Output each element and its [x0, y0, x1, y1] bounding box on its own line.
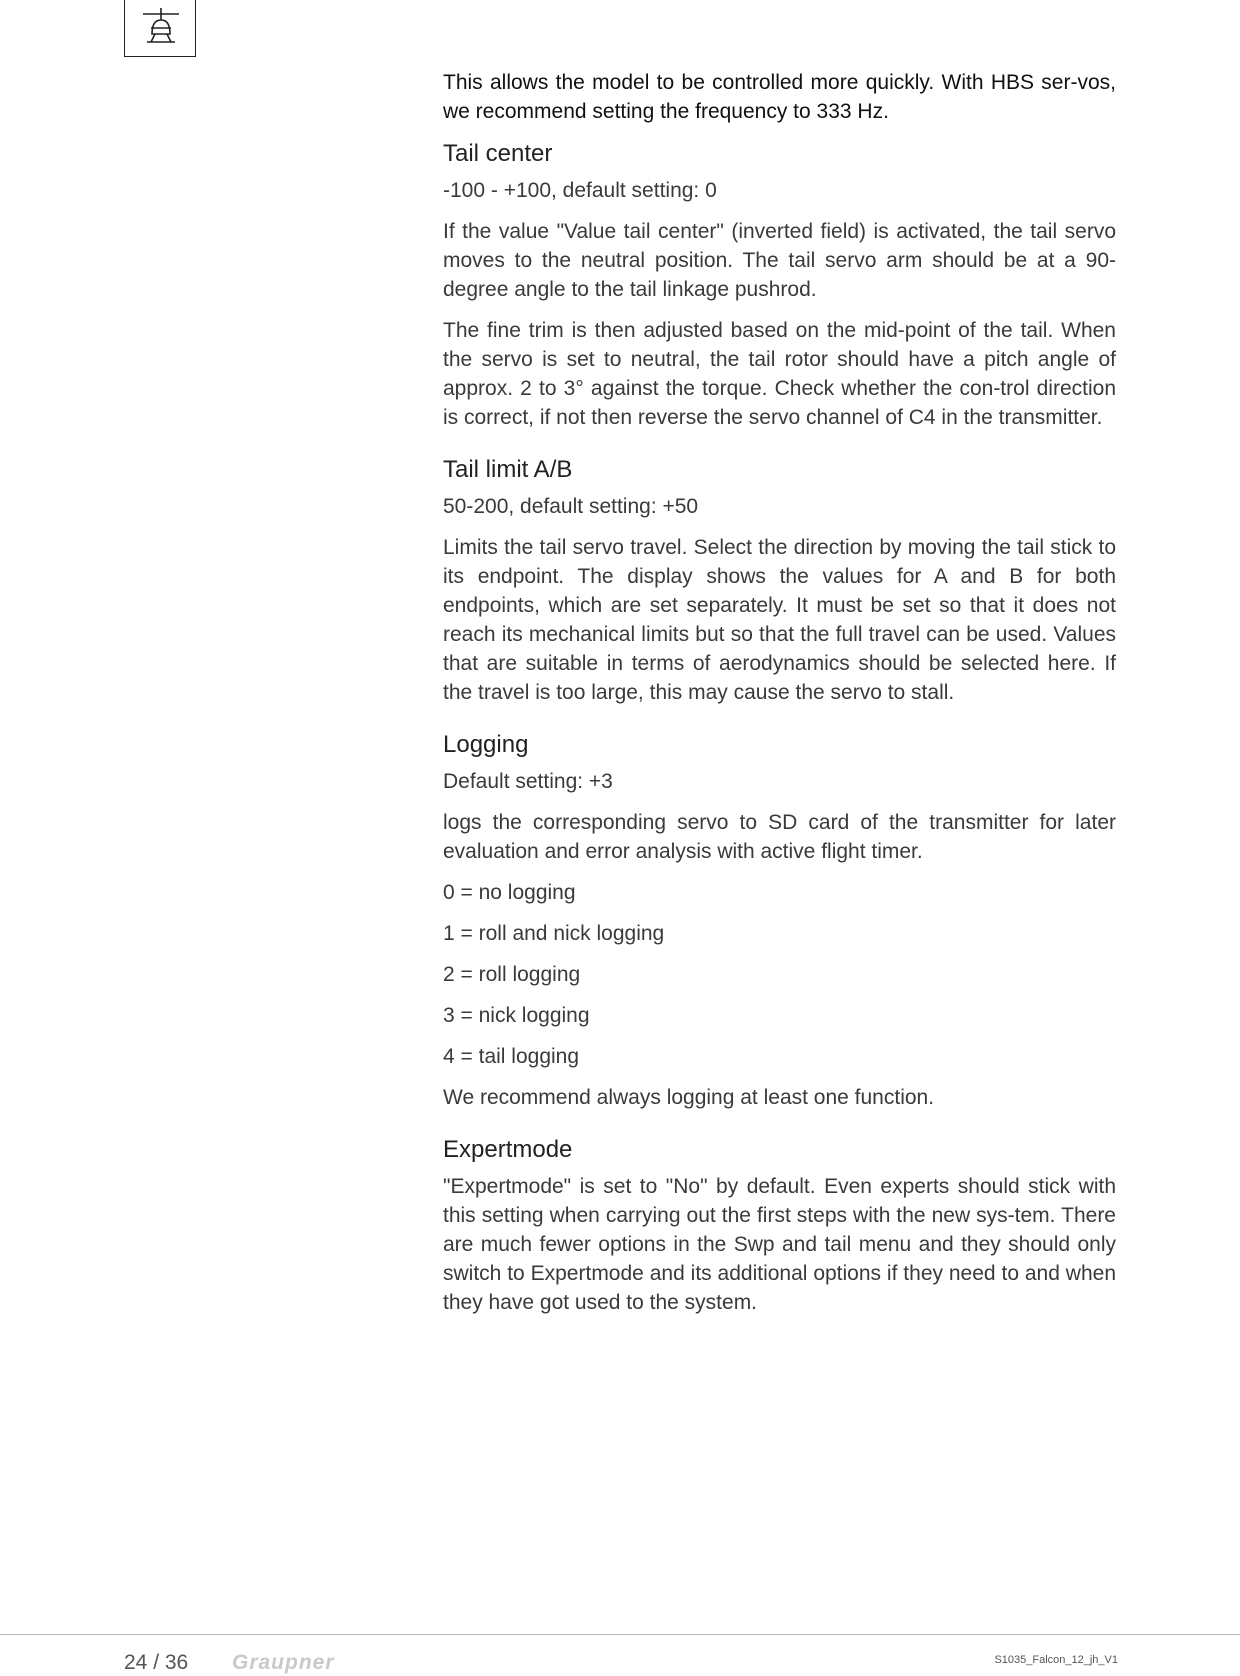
logging-recommendation: We recommend always logging at least one function. [443, 1086, 935, 1109]
tail-center-paragraph-2: The fine trim is then adjusted based on the mid-point of the tail. When the servo is set to neutral, the tail rotor should have a pitch angle of approx. 2 to 3° against the torque. Check whether the con-trol direction is correct, if not then reverse the servo channel of C4 in the transmitter. [443, 319, 1116, 429]
tail-limit-paragraph: Limits the tail servo travel. Select the direction by moving the tail stick to its endpoint. The display shows the values for A and B for both endpoints, which are set separately. It must be set so that it does not reach its mechanical limits but so that the full travel can be used. Values that are suitable in terms of aerodynamics should be selected here. If the travel is too large, this may cause the servo to stall. [443, 536, 1116, 704]
logging-option: 2 = roll logging [443, 963, 581, 986]
logging-paragraph: logs the corresponding servo to SD card of the transmitter for later evaluation and error analysis with active flight timer. [443, 811, 1116, 863]
footer-divider [0, 1634, 1240, 1635]
logging-range: Default setting: +3 [443, 770, 613, 793]
tail-limit-range: 50-200, default setting: +50 [443, 495, 699, 518]
document-id: S1035_Falcon_12_jh_V1 [994, 1654, 1118, 1666]
expertmode-heading: Expertmode [443, 1136, 573, 1163]
logging-option: 1 = roll and nick logging [443, 922, 665, 945]
tail-center-paragraph-1: If the value "Value tail center" (inverted field) is activated, the tail servo moves to the neutral position. The tail servo arm should be at a 90-degree angle to the tail linkage pushrod. [443, 220, 1116, 301]
header-icon-box [124, 0, 196, 57]
expertmode-paragraph: "Expertmode" is set to "No" by default. Even experts should stick with this setting when carrying out the first steps with the new sys-tem. There are much fewer options in the Swp and tail menu and they should only switch to Expertmode and its additional options if they need to and when they have got used to the system. [443, 1175, 1116, 1314]
tail-limit-heading: Tail limit A/B [443, 456, 573, 483]
logging-heading: Logging [443, 731, 529, 758]
logging-option: 4 = tail logging [443, 1045, 580, 1068]
page-number: 24 / 36 [124, 1651, 189, 1674]
helicopter-icon [141, 6, 181, 50]
logging-option: 0 = no logging [443, 881, 576, 904]
tail-center-range: -100 - +100, default setting: 0 [443, 179, 717, 202]
logging-option: 3 = nick logging [443, 1004, 590, 1027]
intro-paragraph: This allows the model to be controlled more quickly. With HBS ser-vos, we recommend setting the frequency to 333 Hz. [443, 71, 1116, 123]
brand-logo: Graupner [232, 1651, 335, 1674]
main-content [443, 68, 1116, 1329]
tail-center-heading: Tail center [443, 140, 553, 167]
